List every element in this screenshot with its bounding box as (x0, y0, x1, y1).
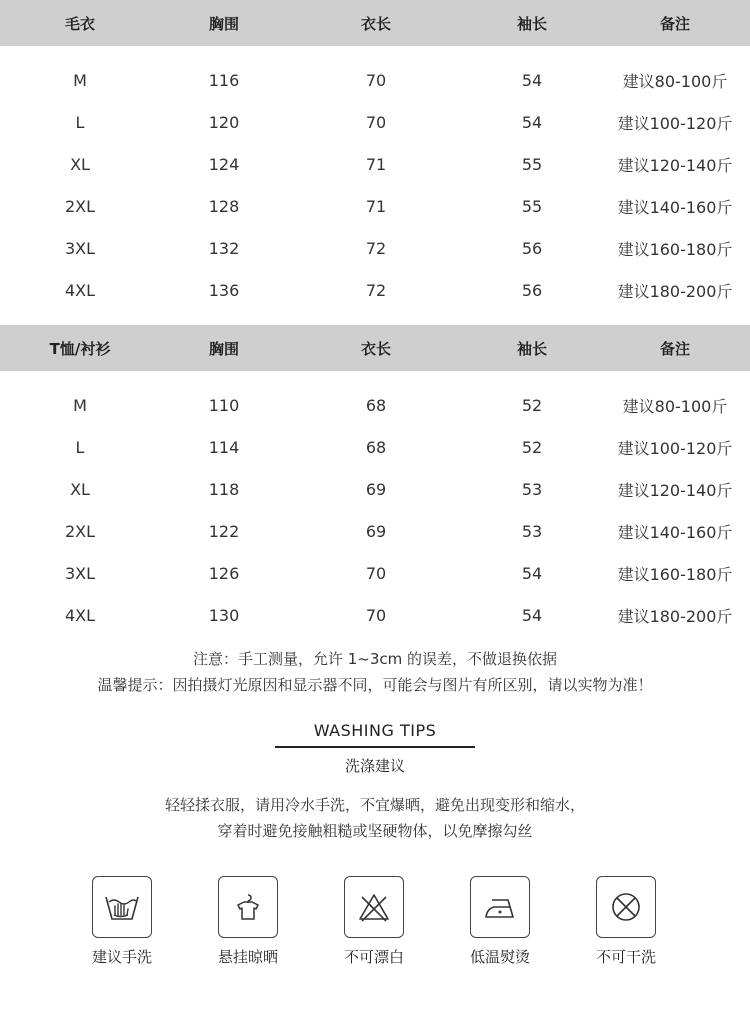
chest-cell: 122 (208, 521, 240, 541)
chest-cell: 114 (208, 437, 240, 457)
care-label: 低温熨烫 (469, 948, 530, 966)
sleeve-cell: 56 (521, 280, 543, 300)
sweater-table-header (0, 0, 750, 46)
note-cell: 建议80-100斤 (622, 71, 728, 91)
table-row (0, 594, 750, 636)
care-item-no-bleach (319, 876, 429, 967)
note-cell: 建议120-140斤 (617, 480, 733, 500)
washing-tips-title: WASHING TIPS (313, 721, 437, 740)
length-cell: 72 (365, 280, 387, 300)
care-item-low-iron (445, 876, 555, 967)
header-cell: 衣长 (360, 14, 391, 33)
header-cell: 备注 (659, 14, 690, 33)
table-row (0, 143, 750, 185)
sleeve-cell: 52 (521, 437, 543, 457)
length-cell: 72 (365, 238, 387, 258)
sleeve-cell: 55 (521, 154, 543, 174)
tshirt-table-header (0, 325, 750, 371)
length-cell: 70 (365, 70, 387, 90)
care-item-no-dry-clean (571, 876, 681, 967)
header-cell: 衣长 (360, 339, 391, 358)
size-cell: 3XL (64, 563, 96, 583)
note-cell: 建议100-120斤 (617, 438, 733, 458)
chest-cell: 116 (208, 70, 240, 90)
note-cell: 建议140-160斤 (617, 522, 733, 542)
tshirt-size-table (0, 325, 750, 636)
size-cell: XL (70, 154, 90, 174)
note-cell: 建议140-160斤 (617, 197, 733, 217)
header-cell: 毛衣 (64, 14, 95, 33)
chest-cell: 128 (208, 196, 240, 216)
hang-dry-icon (218, 876, 278, 938)
size-cell: 4XL (64, 605, 96, 625)
note-cell: 建议180-200斤 (617, 606, 733, 626)
no-bleach-icon (344, 876, 404, 938)
length-cell: 69 (365, 479, 387, 499)
note-cell: 建议160-180斤 (617, 239, 733, 259)
sleeve-cell: 54 (521, 563, 543, 583)
washing-tips-subtitle: 洗涤建议 (344, 757, 405, 775)
chest-cell: 118 (208, 479, 240, 499)
length-cell: 70 (365, 605, 387, 625)
table-row (0, 468, 750, 510)
header-cell: T恤/衬衫 (49, 339, 111, 358)
note-cell: 建议80-100斤 (622, 396, 728, 416)
header-cell: 袖长 (516, 339, 547, 358)
sweater-table-body (0, 46, 750, 311)
sweater-size-table (0, 0, 750, 311)
table-row (0, 59, 750, 101)
table-row (0, 384, 750, 426)
size-cell: L (75, 112, 85, 132)
care-line-2: 穿着时避免接触粗糙或坚硬物体，以免摩擦勾丝 (217, 822, 533, 840)
chest-cell: 126 (208, 563, 240, 583)
washing-tips-divider (275, 746, 475, 748)
care-label: 不可漂白 (343, 948, 404, 966)
table-row (0, 552, 750, 594)
hand-wash-icon (92, 876, 152, 938)
chest-cell: 136 (208, 280, 240, 300)
care-label: 悬挂晾晒 (217, 948, 278, 966)
note-display-tip: 温馨提示：因拍摄灯光原因和显示器不同，可能会与图片有所区别，请以实物为准！ (97, 676, 653, 694)
care-label: 建议手洗 (91, 948, 152, 966)
table-row (0, 185, 750, 227)
size-cell: 3XL (64, 238, 96, 258)
size-cell: M (73, 395, 87, 415)
length-cell: 68 (365, 437, 387, 457)
sleeve-cell: 52 (521, 395, 543, 415)
chest-cell: 120 (208, 112, 240, 132)
table-row (0, 101, 750, 143)
note-cell: 建议120-140斤 (617, 155, 733, 175)
sleeve-cell: 53 (521, 521, 543, 541)
header-cell: 袖长 (516, 14, 547, 33)
length-cell: 68 (365, 395, 387, 415)
care-instructions (0, 792, 750, 844)
chest-cell: 124 (208, 154, 240, 174)
size-cell: 2XL (64, 521, 96, 541)
care-item-hand-wash (67, 876, 177, 967)
sleeve-cell: 54 (521, 70, 543, 90)
table-row (0, 426, 750, 468)
chest-cell: 110 (208, 395, 240, 415)
sleeve-cell: 56 (521, 238, 543, 258)
length-cell: 70 (365, 112, 387, 132)
table-row (0, 227, 750, 269)
size-cell: M (73, 70, 87, 90)
size-cell: L (75, 437, 85, 457)
sleeve-cell: 55 (521, 196, 543, 216)
size-cell: XL (70, 479, 90, 499)
chest-cell: 130 (208, 605, 240, 625)
length-cell: 70 (365, 563, 387, 583)
low-iron-icon (470, 876, 530, 938)
header-cell: 胸围 (208, 339, 239, 358)
tshirt-table-body (0, 371, 750, 636)
size-cell: 4XL (64, 280, 96, 300)
header-cell: 备注 (659, 339, 690, 358)
header-cell: 胸围 (208, 14, 239, 33)
size-cell: 2XL (64, 196, 96, 216)
note-cell: 建议100-120斤 (617, 113, 733, 133)
sleeve-cell: 53 (521, 479, 543, 499)
note-measurement-error: 注意：手工测量，允许 1~3cm 的误差，不做退换依据 (192, 650, 558, 668)
table-row (0, 510, 750, 552)
table-row (0, 269, 750, 311)
length-cell: 71 (365, 196, 387, 216)
sleeve-cell: 54 (521, 605, 543, 625)
care-label: 不可干洗 (595, 948, 656, 966)
note-cell: 建议160-180斤 (617, 564, 733, 584)
no-dry-clean-icon (596, 876, 656, 938)
length-cell: 71 (365, 154, 387, 174)
chest-cell: 132 (208, 238, 240, 258)
note-cell: 建议180-200斤 (617, 281, 733, 301)
care-line-1: 轻轻揉衣服，请用冷水手洗，不宜爆晒，避免出现变形和缩水， (164, 796, 585, 814)
care-item-hang-dry (193, 876, 303, 967)
sleeve-cell: 54 (521, 112, 543, 132)
measurement-notes (0, 646, 750, 698)
length-cell: 69 (365, 521, 387, 541)
